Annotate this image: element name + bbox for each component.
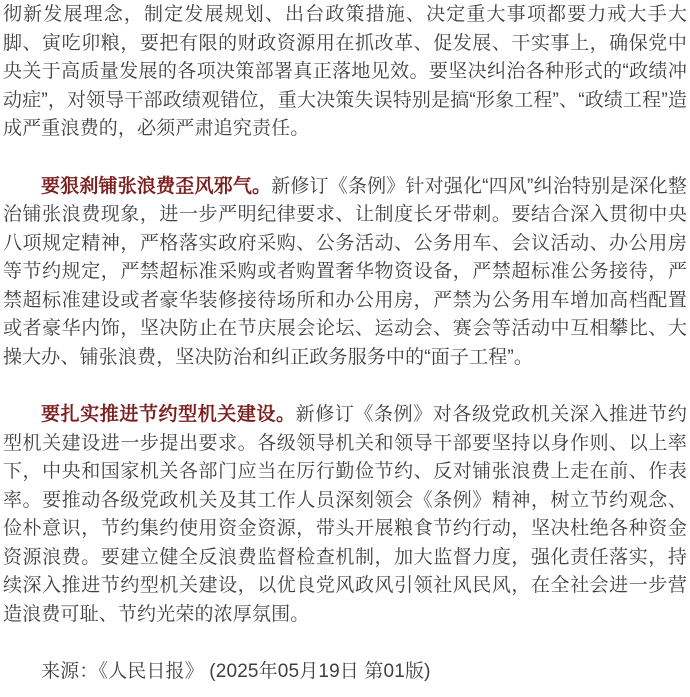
paragraph-lead: 要扎实推进节约型机关建设。 <box>41 404 296 425</box>
paragraph-text: 彻新发展理念，制定发展规划、出台政策措施、决定重大事项都要力戒大手大脚、寅吃卯粮，要把有限的财政资源用在抓改革、促发展、干实事上，确保党中央关于高质量发展的各项决策部署真正落地见效。要坚决纠治各种形式的“政绩冲动症”，对领导干部政绩观错位，重大决策失误特别是搞“形象工程”、“政绩工程”造成严重浪费的，必须严肃追究责任。 <box>3 4 687 139</box>
article-paragraph <box>3 401 687 629</box>
article-paragraph <box>3 1 687 144</box>
source-line: 来源：《人民日报》 (2025年05月19日 第01版) <box>41 661 431 682</box>
paragraph-text: 新修订《条例》针对强化“四风”纠治特别是深化整治铺张浪费现象，进一步严明纪律要求、让制度长牙带刺。要结合深入贯彻中央八项规定精神，严格落实政府采购、公务活动、公务用车、会议活动、办公用房等节约规定，严禁超标准采购或者购置奢华物资设备，严禁超标准公务接待，严禁超标准建设或者豪华装修接待场所和办公用房，严禁为公务用车增加高档配置或者豪华内饰，坚决防止在节庆展会论坛、运动会、赛会等活动中互相攀比、大操大办、铺张浪费，坚决防治和纠正政务服务中的“面子工程”。 <box>3 175 687 368</box>
paragraph-lead: 要狠刹铺张浪费歪风邪气。 <box>41 175 272 197</box>
paragraph-text: 新修订《条例》对各级党政机关深入推进节约型机关建设进一步提出要求。各级领导机关和领导干部要坚持以身作则、以上率下，中央和国家机关各部门应当在厉行勤俭节约、反对铺张浪费上走在前、作表率。要推动各级党政机关及其工作人员深刻领会《条例》精神，树立节约观念、俭朴意识，节约集约使用资金资源，带头开展粮食节约行动，坚决杜绝各种资金资源浪费。要建立健全反浪费监督检查机制，加大监督力度，强化责任落实，持续深入推进节约型机关建设，以优良党风政风引领社风民风，在全社会进一步营造浪费可耻、节约光荣的浓厚氛围。 <box>3 404 687 625</box>
article-paragraph <box>3 173 687 373</box>
